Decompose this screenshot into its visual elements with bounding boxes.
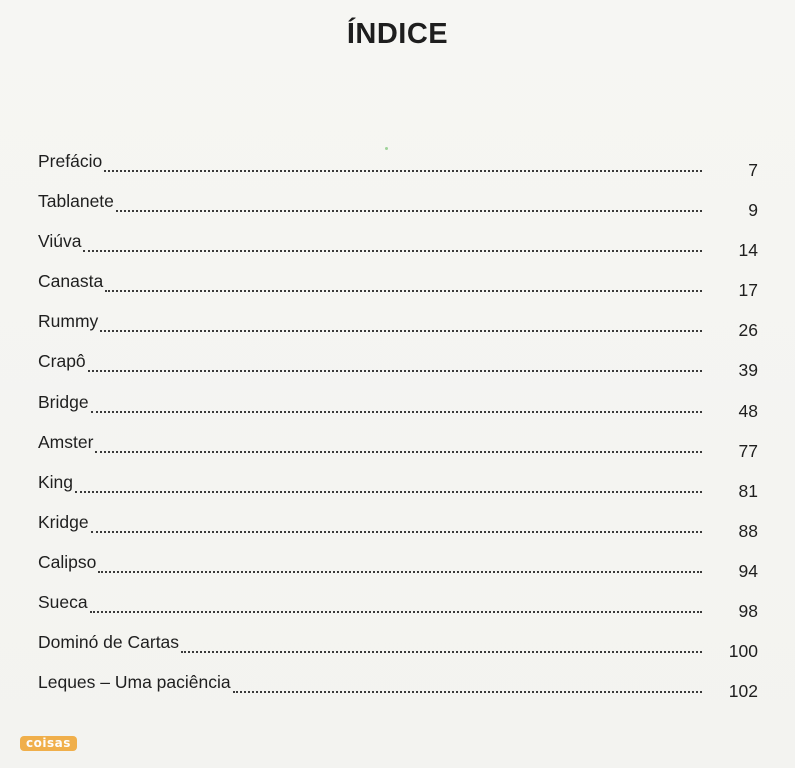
toc-entry-label: Bridge (38, 391, 89, 412)
toc-leader-dots (233, 671, 702, 693)
toc-entry-label: Calipso (38, 551, 97, 572)
toc-entry-page: 100 (728, 641, 758, 662)
toc-leader-dots (83, 230, 702, 252)
toc-leader-dots (181, 631, 702, 653)
toc-entry (38, 551, 758, 591)
toc-leader-dots (104, 150, 702, 172)
toc-leader-dots (116, 190, 702, 212)
toc-entry (38, 511, 758, 551)
toc-leader-dots (100, 310, 702, 332)
toc-entry-label: Viúva (38, 231, 82, 252)
toc-leader-dots (75, 471, 702, 493)
toc-entry (38, 391, 758, 431)
toc-leader-dots (105, 270, 702, 292)
toc-entry-page: 14 (738, 240, 758, 261)
toc-entry-label: Dominó de Cartas (38, 632, 180, 653)
toc-leader-dots (95, 431, 702, 453)
toc-entry-label: Leques – Uma paciência (38, 672, 231, 693)
toc-entry (38, 671, 758, 711)
toc-entry (38, 631, 758, 671)
toc-entry-page: 7 (748, 160, 758, 180)
toc-leader-dots (91, 391, 702, 413)
toc-entry-page: 94 (738, 560, 758, 581)
table-of-contents (38, 150, 758, 711)
toc-entry-page: 17 (738, 280, 758, 301)
toc-entry (38, 310, 758, 350)
page-title: ÍNDICE (346, 18, 449, 50)
toc-leader-dots (88, 350, 702, 372)
toc-entry-page: 26 (738, 320, 758, 341)
toc-entry-label: Crapô (38, 351, 86, 372)
toc-entry-label: Sueca (38, 592, 88, 613)
toc-entry (38, 230, 758, 270)
toc-entry-label: King (38, 471, 74, 492)
toc-leader-dots (98, 551, 702, 573)
toc-entry-page: 39 (738, 360, 758, 381)
toc-entry-page: 88 (738, 520, 758, 541)
toc-entry-label: Amster (38, 431, 94, 452)
toc-entry (38, 270, 758, 310)
toc-leader-dots (90, 591, 702, 613)
toc-entry-page: 81 (738, 480, 758, 501)
toc-entry (38, 350, 758, 390)
toc-entry-page: 48 (738, 400, 758, 421)
toc-entry-page: 102 (728, 681, 758, 702)
toc-entry (38, 150, 758, 190)
toc-entry-page: 98 (738, 601, 758, 622)
toc-entry-label: Tablanete (38, 191, 114, 212)
toc-entry-page: 9 (748, 200, 758, 221)
toc-entry-label: Canasta (38, 271, 104, 292)
toc-entry-label: Prefácio (38, 151, 103, 171)
toc-entry-label: Rummy (38, 311, 99, 332)
toc-leader-dots (91, 511, 702, 533)
toc-entry (38, 591, 758, 631)
toc-entry-label: Kridge (38, 511, 89, 532)
watermark-logo: coisas (20, 736, 77, 751)
toc-entry (38, 190, 758, 230)
toc-entry-page: 77 (738, 440, 758, 461)
toc-entry (38, 431, 758, 471)
toc-entry (38, 471, 758, 511)
